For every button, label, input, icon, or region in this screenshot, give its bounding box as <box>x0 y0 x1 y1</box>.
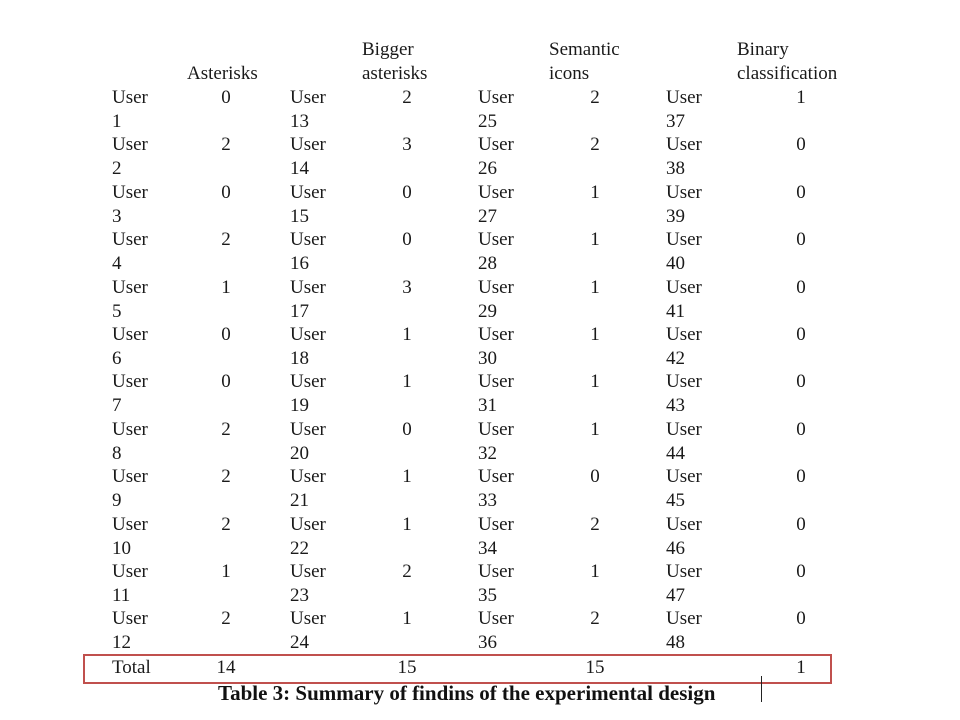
user-label-word: User <box>478 371 514 392</box>
user-number: 20 <box>290 443 309 464</box>
user-label-word: User <box>290 87 326 108</box>
user-number: 6 <box>112 348 122 369</box>
cell-value: 1 <box>402 514 412 535</box>
user-number: 14 <box>290 158 309 179</box>
cell-value: 2 <box>402 87 412 108</box>
cell-value: 0 <box>796 561 806 582</box>
cell-value: 0 <box>221 182 231 203</box>
cell-value: 0 <box>796 324 806 345</box>
user-number: 31 <box>478 395 497 416</box>
cell-value: 1 <box>402 324 412 345</box>
cell-value: 0 <box>590 466 600 487</box>
user-number: 32 <box>478 443 497 464</box>
cell-value: 0 <box>221 371 231 392</box>
user-label-word: User <box>666 419 702 440</box>
cell-value: 2 <box>221 229 231 250</box>
user-number: 42 <box>666 348 685 369</box>
cell-value: 0 <box>796 419 806 440</box>
user-number: 13 <box>290 111 309 132</box>
user-number: 12 <box>112 632 131 653</box>
user-label-word: User <box>112 87 148 108</box>
user-number: 5 <box>112 301 122 322</box>
table-caption: Table 3: Summary of findins of the experimental design <box>218 681 716 705</box>
cell-value: 1 <box>590 324 600 345</box>
user-label-word: User <box>478 561 514 582</box>
user-label-word: User <box>112 514 148 535</box>
total-asterisks: 14 <box>216 657 236 678</box>
user-number: 26 <box>478 158 497 179</box>
user-label-word: User <box>290 514 326 535</box>
user-label-word: User <box>666 561 702 582</box>
cell-value: 0 <box>796 514 806 535</box>
cell-value: 1 <box>590 561 600 582</box>
user-label-word: User <box>290 466 326 487</box>
cell-value: 1 <box>590 371 600 392</box>
cell-value: 1 <box>590 277 600 298</box>
user-number: 17 <box>290 301 309 322</box>
user-number: 39 <box>666 206 685 227</box>
header-bigger-asterisks-line2: asterisks <box>362 63 428 84</box>
user-label-word: User <box>478 134 514 155</box>
cell-value: 2 <box>221 419 231 440</box>
user-label-word: User <box>478 182 514 203</box>
cell-value: 0 <box>402 182 412 203</box>
user-number: 30 <box>478 348 497 369</box>
user-label-word: User <box>290 419 326 440</box>
user-label-word: User <box>666 134 702 155</box>
user-label-word: User <box>112 466 148 487</box>
cell-value: 2 <box>221 134 231 155</box>
user-number: 35 <box>478 585 497 606</box>
user-label-word: User <box>666 371 702 392</box>
user-label-word: User <box>290 371 326 392</box>
user-number: 1 <box>112 111 122 132</box>
user-label-word: User <box>290 229 326 250</box>
user-number: 36 <box>478 632 497 653</box>
cell-value: 0 <box>402 229 412 250</box>
user-number: 38 <box>666 158 685 179</box>
user-label-word: User <box>290 324 326 345</box>
cell-value: 1 <box>402 466 412 487</box>
user-label-word: User <box>666 182 702 203</box>
user-number: 21 <box>290 490 309 511</box>
cell-value: 1 <box>590 419 600 440</box>
user-label-word: User <box>666 324 702 345</box>
cell-value: 2 <box>590 134 600 155</box>
cell-value: 0 <box>402 419 412 440</box>
header-semantic-icons-line1: Semantic <box>549 39 620 60</box>
cell-value: 0 <box>221 87 231 108</box>
user-number: 25 <box>478 111 497 132</box>
cell-value: 1 <box>590 182 600 203</box>
total-label: Total <box>112 657 151 678</box>
header-bigger-asterisks <box>362 38 427 86</box>
user-number: 8 <box>112 443 122 464</box>
cell-value: 1 <box>221 277 231 298</box>
header-binary-classification-line2: classification <box>737 63 838 84</box>
user-number: 19 <box>290 395 309 416</box>
user-label-word: User <box>290 277 326 298</box>
user-number: 45 <box>666 490 685 511</box>
user-label-word: User <box>478 466 514 487</box>
user-label-word: User <box>666 87 702 108</box>
cell-value: 2 <box>590 87 600 108</box>
cell-value: 0 <box>221 324 231 345</box>
user-label-word: User <box>112 182 148 203</box>
user-number: 28 <box>478 253 497 274</box>
user-label-word: User <box>112 561 148 582</box>
user-label-word: User <box>290 134 326 155</box>
cell-value: 2 <box>402 561 412 582</box>
cell-value: 3 <box>402 134 412 155</box>
user-number: 27 <box>478 206 497 227</box>
cell-value: 0 <box>796 466 806 487</box>
user-number: 9 <box>112 490 122 511</box>
cell-value: 2 <box>221 514 231 535</box>
cell-value: 1 <box>590 229 600 250</box>
user-number: 46 <box>666 538 685 559</box>
user-number: 44 <box>666 443 685 464</box>
cell-value: 1 <box>221 561 231 582</box>
cell-value: 2 <box>221 608 231 629</box>
user-label-word: User <box>112 229 148 250</box>
cell-value: 2 <box>590 514 600 535</box>
user-number: 18 <box>290 348 309 369</box>
user-number: 22 <box>290 538 309 559</box>
user-number: 11 <box>112 585 131 606</box>
user-number: 4 <box>112 253 122 274</box>
user-label-word: User <box>478 608 514 629</box>
cell-value: 2 <box>221 466 231 487</box>
cell-value: 1 <box>402 371 412 392</box>
header-asterisks: Asterisks <box>187 63 258 84</box>
cell-value: 1 <box>402 608 412 629</box>
cell-value: 0 <box>796 229 806 250</box>
cell-value: 1 <box>796 87 806 108</box>
user-label-word: User <box>112 419 148 440</box>
user-number: 40 <box>666 253 685 274</box>
user-label-word: User <box>666 514 702 535</box>
user-label-word: User <box>112 324 148 345</box>
total-bigger-asterisks: 15 <box>397 657 417 678</box>
total-semantic-icons: 15 <box>585 657 605 678</box>
user-label-word: User <box>478 87 514 108</box>
cell-value: 0 <box>796 182 806 203</box>
header-semantic-icons <box>549 38 620 86</box>
user-label-word: User <box>112 371 148 392</box>
user-number: 41 <box>666 301 685 322</box>
user-label-word: User <box>666 229 702 250</box>
header-binary-classification <box>737 38 837 86</box>
user-label-word: User <box>112 277 148 298</box>
user-label-word: User <box>478 277 514 298</box>
user-label-word: User <box>666 466 702 487</box>
user-number: 37 <box>666 111 685 132</box>
text-cursor <box>761 676 762 702</box>
user-label-word: User <box>478 419 514 440</box>
header-binary-classification-line1: Binary <box>737 39 789 60</box>
user-number: 24 <box>290 632 309 653</box>
user-label-word: User <box>666 277 702 298</box>
user-number: 29 <box>478 301 497 322</box>
user-number: 10 <box>112 538 131 559</box>
cell-value: 0 <box>796 608 806 629</box>
user-label-word: User <box>478 514 514 535</box>
user-label-word: User <box>666 608 702 629</box>
user-label-word: User <box>478 229 514 250</box>
cell-value: 0 <box>796 134 806 155</box>
cell-value: 0 <box>796 371 806 392</box>
user-number: 15 <box>290 206 309 227</box>
user-label-word: User <box>112 608 148 629</box>
user-number: 47 <box>666 585 685 606</box>
user-label-word: User <box>112 134 148 155</box>
cell-value: 3 <box>402 277 412 298</box>
user-number: 43 <box>666 395 685 416</box>
user-number: 2 <box>112 158 122 179</box>
user-label-word: User <box>478 324 514 345</box>
user-label-word: User <box>290 182 326 203</box>
user-number: 34 <box>478 538 497 559</box>
user-number: 16 <box>290 253 309 274</box>
user-number: 7 <box>112 395 122 416</box>
total-binary-classification: 1 <box>796 657 806 678</box>
header-semantic-icons-line2: icons <box>549 63 590 84</box>
user-label-word: User <box>290 608 326 629</box>
header-bigger-asterisks-line1: Bigger <box>362 39 414 60</box>
user-label-word: User <box>290 561 326 582</box>
user-number: 48 <box>666 632 685 653</box>
user-number: 33 <box>478 490 497 511</box>
user-number: 3 <box>112 206 122 227</box>
cell-value: 0 <box>796 277 806 298</box>
cell-value: 2 <box>590 608 600 629</box>
user-number: 23 <box>290 585 309 606</box>
